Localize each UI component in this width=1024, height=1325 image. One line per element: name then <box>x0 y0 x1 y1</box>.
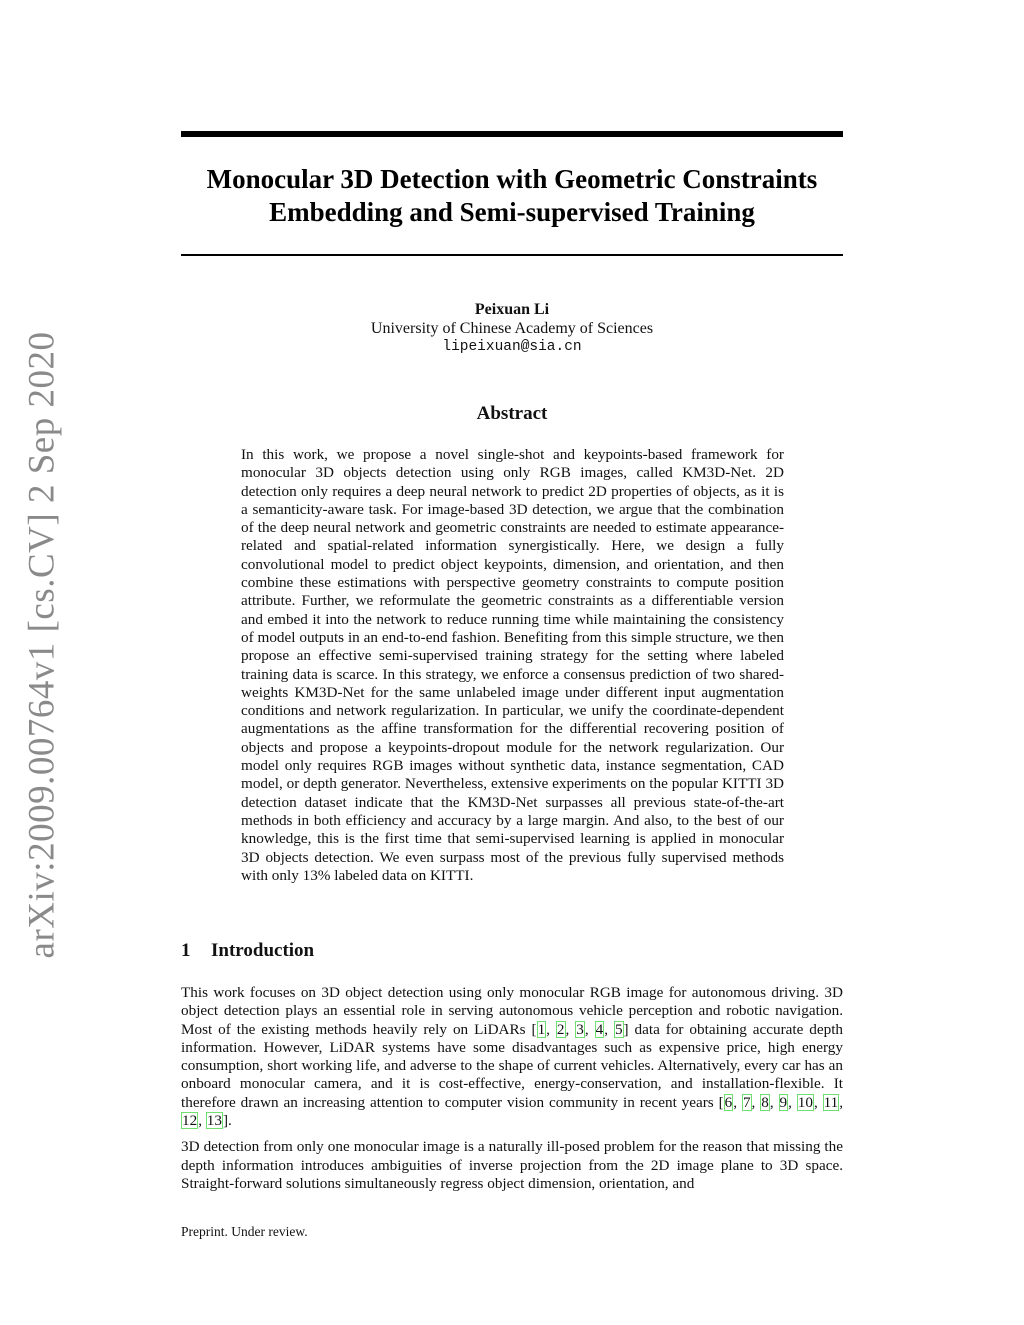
intro-paragraph-2: 3D detection from only one monocular image is a naturally ill-posed problem for the reason that missing the depth information introduces ambiguities of inverse projection from the 2D image plane to 3D space. Straight-forward solutions simultaneously regress object dimension, orientation, and <box>181 1138 843 1192</box>
citation-link[interactable]: 6 <box>724 1093 733 1111</box>
author-email[interactable]: lipeixuan@sia.cn <box>442 339 582 355</box>
author-name: Peixuan Li <box>474 301 550 318</box>
citation-link[interactable]: 12 <box>182 1112 198 1130</box>
section-number: 1 <box>181 940 191 961</box>
citation-link[interactable]: 10 <box>797 1093 813 1111</box>
intro-p1-text-b: ] data for obtaining accurate depth information. However, LiDAR systems have some disadvantages such as expensive price, high energy consumption, short working life, and adverse to the shape of current vehicles. Alternatively, every car has an onboard monocular camera, and it is cost-effective, energy-conservation, and installation-flexible. It therefore drawn an increasing attention to computer vision community in recent years [ <box>181 1020 844 1111</box>
citation-link[interactable]: 5 <box>614 1020 623 1038</box>
author-block <box>181 300 843 357</box>
citation-group-b: 6, 7, 8, 9, 10, 11, 12, 13 <box>182 1093 844 1130</box>
citation-link[interactable]: 8 <box>761 1093 769 1111</box>
introduction-body <box>181 984 843 1201</box>
abstract-heading: Abstract <box>476 403 548 424</box>
citation-link[interactable]: 1 <box>537 1020 546 1038</box>
intro-p1-text-c: ]. <box>222 1112 232 1130</box>
arxiv-stamp: arXiv:2009.00764v1 [cs.CV] 2 Sep 2020 <box>21 331 63 959</box>
abstract-text: In this work, we propose a novel single-shot and keypoints-based framework for monocular 3D objects detection using only RGB images, called KM3D-Net. 2D detection only requires a deep neural network to predict 2D properties of objects, as it is a semanticity-aware task. For image-based 3D detection, we argue that the combination of the deep neural network and geometric constraints are needed to estimate appearance-related and spatial-related information synergistically. Here, we design a fully convolutional model to predict object keypoints, dimension, and orientation, and then combine these estimations with perspective geometry constraints to compute position attribute. Further, we reformulate the geometric constraints as a differentiable version and embed it into the network to reduce running time while maintaining the consistency of model outputs in an end-to-end fashion. Benefiting from this simple structure, we then propose an effective semi-supervised training strategy for the setting where labeled training data is scarce. In this strategy, we enforce a consensus prediction of two shared-weights KM3D-Net for the same unlabeled image under different input augmentation conditions and network regularization. In particular, we unify the coordinate-dependent augmentations as the affine transformation for the differential recovering position of objects and propose a keypoints-dropout module for the network regularization. Our model only requires RGB images without synthetic data, instance segmentation, CAD model, or depth generator. Nevertheless, extensive experiments on the popular KITTI 3D detection dataset indicate that the KM3D-Net surpasses all previous state-of-the-art methods in both efficiency and accuracy by a large margin. And also, to the best of our knowledge, this is the first time that semi-supervised learning is applied in monocular 3D objects detection. We even surpass most of the previous fully supervised methods with only 13% labeled data on KITTI. <box>241 446 784 884</box>
intro-paragraph-1 <box>181 984 843 1130</box>
intro-p1-text-a: This work focuses on 3D object detection using only monocular RGB image for autonomous driving. 3D object detection plays an essential role in serving autonomous vehicle perception and robotic navigation. Most of the existing methods heavily rely on LiDARs [ <box>181 984 843 1038</box>
paper-title <box>181 163 843 229</box>
title-bottom-rule <box>181 254 843 256</box>
section-title: Introduction <box>211 940 315 961</box>
preprint-footer: Preprint. Under review. <box>181 1224 308 1239</box>
citation-link[interactable]: 2 <box>556 1020 565 1038</box>
title-line-2: Embedding and Semi-supervised Training <box>269 197 755 227</box>
title-top-rule <box>181 131 843 137</box>
citation-group-a: 1, 2, 3, 4, 5 <box>537 1020 623 1038</box>
citation-link[interactable]: 3 <box>576 1020 584 1038</box>
citation-link[interactable]: 9 <box>779 1093 788 1111</box>
citation-link[interactable]: 13 <box>206 1112 222 1130</box>
section-heading <box>181 940 314 962</box>
author-affiliation: University of Chinese Academy of Sciences <box>370 320 654 337</box>
citation-link[interactable]: 7 <box>742 1093 751 1111</box>
citation-link[interactable]: 4 <box>595 1020 604 1038</box>
title-line-1: Monocular 3D Detection with Geometric Constraints <box>206 164 818 194</box>
citation-link[interactable]: 11 <box>823 1093 839 1111</box>
